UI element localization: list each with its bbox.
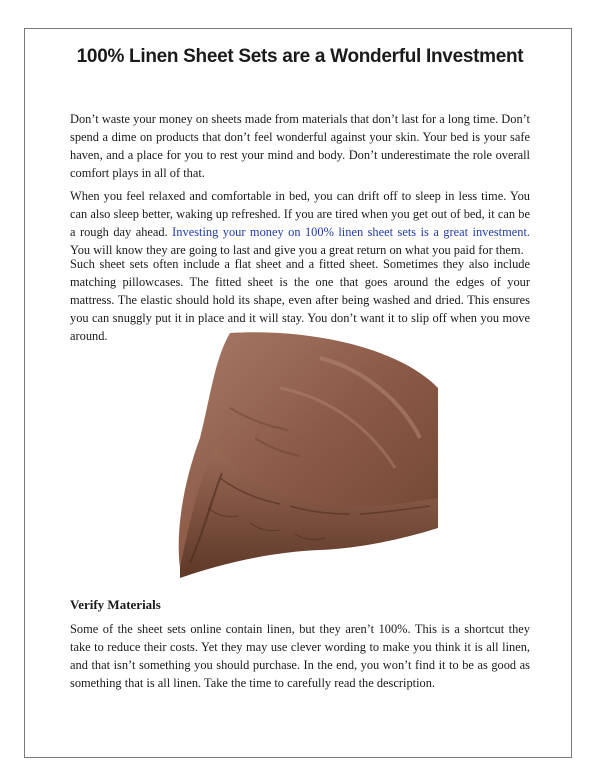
paragraph-verify-materials: Some of the sheet sets online contain linen, but they aren’t 100%. This is a shortcut they take to reduce their costs. Yet they may use clever wording to make you think it is all linen, and that isn’t something you should purchase. In the end, you won’t find it to be as good as something that is all linen. Take the time to carefully read the description. (70, 622, 530, 690)
page-title: 100% Linen Sheet Sets are a Wonderful Investment (76, 46, 524, 67)
paragraph-sheet-sets: Such sheet sets often include a flat sheet and a fitted sheet. Sometimes they also include matching pillowcases. The fitted sheet is the one that goes around the edges of your mattress. The elastic should hold its shape, even after being washed and dried. This ensures you can snuggly put it in place and it will stay. You don’t want it to slip off when you move around. (70, 257, 530, 343)
paragraph-comfort-text-end: You will know they are going to last and give you a great return on what you paid for them. (70, 243, 524, 257)
paragraph-intro: Don’t waste your money on sheets made from materials that don’t last for a long time. Don’t spend a dime on products that don’t feel wonderful against your skin. Your bed is your safe haven, and a place for you to rest your mind and body. Don’t underestimate the role overall comfort plays in all of that. (70, 112, 530, 180)
fitted-sheet-photo (160, 328, 440, 580)
linen-sheet-sets-link[interactable]: Investing your money on 100% linen sheet sets is a great investment. (172, 225, 530, 239)
paragraph-comfort-text-start: When you feel relaxed and comfortable in bed, you can drift off to sleep in less time. You can also sleep better, waking up refreshed. If you are tired when you get out of bed, it can be a rough day ahead. (70, 189, 530, 239)
paragraph-comfort (70, 187, 530, 259)
section-heading-verify-materials: Verify Materials (70, 597, 161, 612)
